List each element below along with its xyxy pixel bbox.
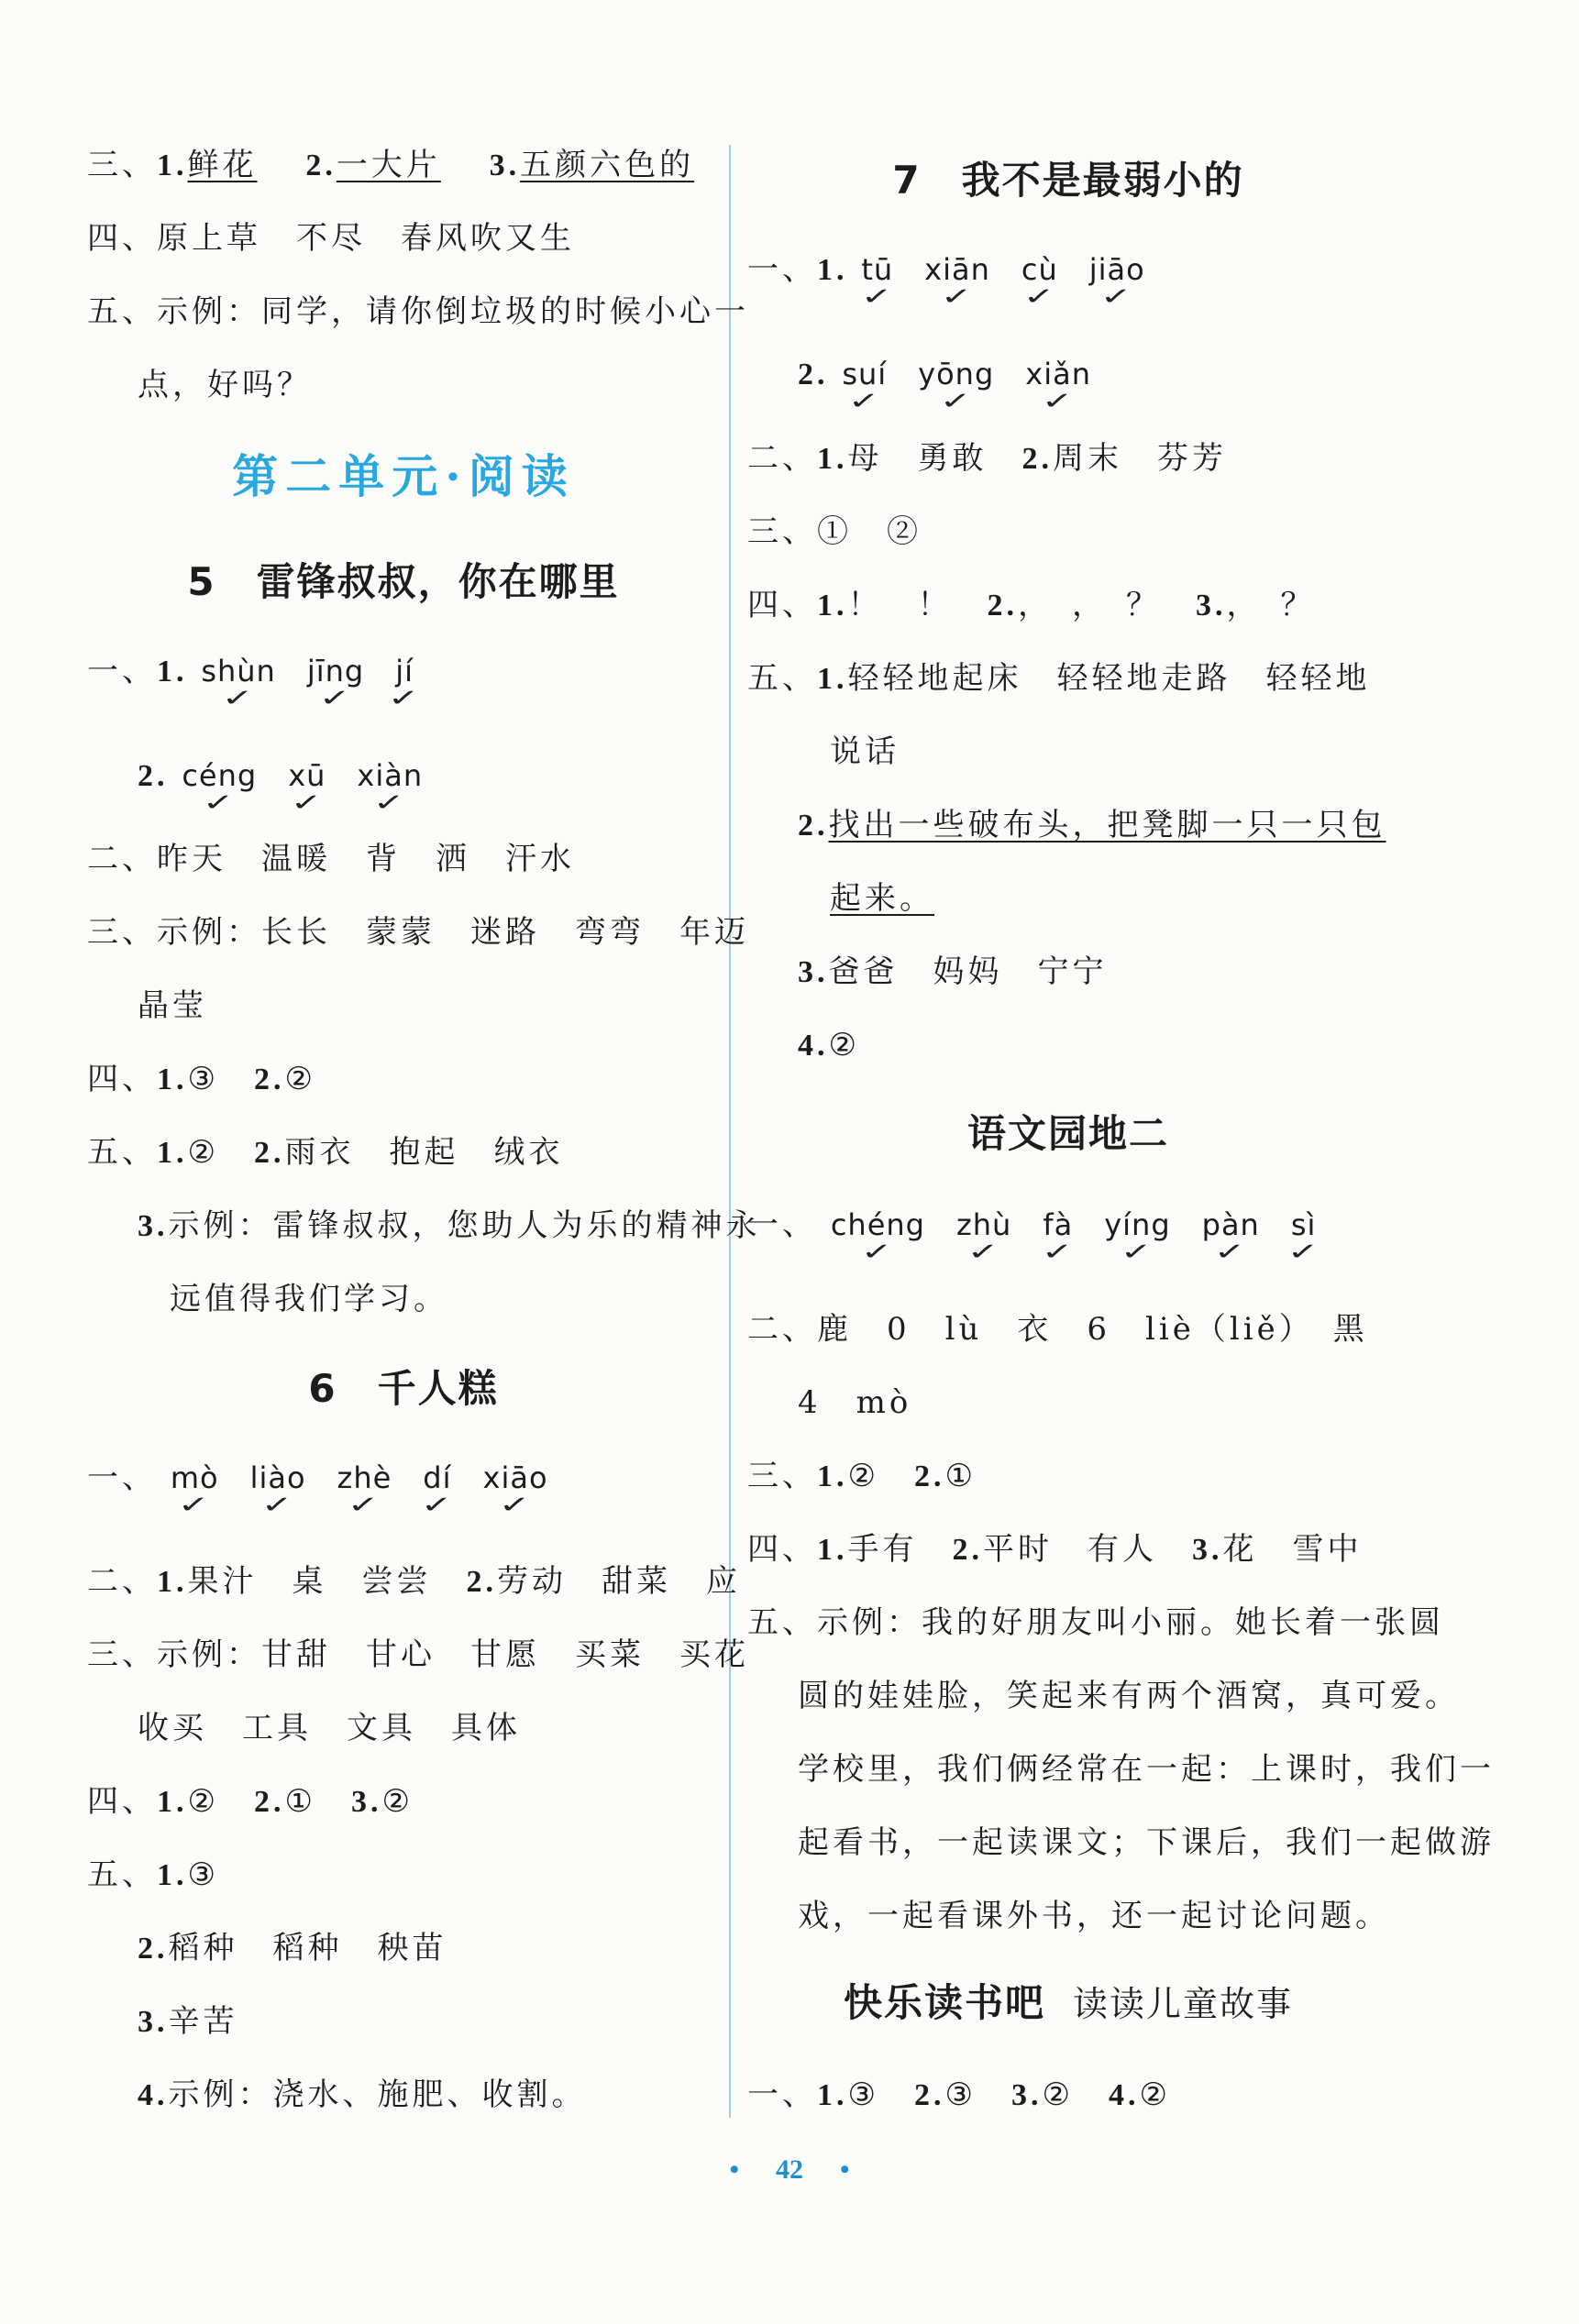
answer-line: 圆的娃娃脸，笑起来有两个酒窝，真可爱。	[798, 1678, 1460, 1714]
answer-line: 四、1.手有 2.平时 有人 3.花 雪中	[747, 1531, 1363, 1568]
unit-title: 第二单元·阅读	[232, 449, 575, 503]
page-footer	[0, 2154, 1579, 2186]
section-title: 快乐读书吧 读读儿童故事	[843, 1980, 1294, 2025]
answer-line: 五、示例：同学，请你倒垃圾的时候小心一	[87, 293, 749, 330]
answer-line: 四、1.！ ！ 2.， ， ？ 3.， ？	[747, 587, 1316, 623]
answer-line: 2.稻种 稻种 秧苗	[138, 1930, 447, 1966]
answer-line: 四、1.② 2.① 3.②	[87, 1783, 414, 1820]
section-subtitle: 读读儿童故事	[1073, 1984, 1294, 2024]
answer-line: 三、1.② 2.①	[747, 1458, 977, 1494]
column-divider	[729, 145, 731, 2118]
answer-line: 五、1.③	[87, 1856, 219, 1893]
answer-line: 远值得我们学习。	[170, 1281, 448, 1317]
answer-line: 二、鹿 0 lù 衣 6 liè（liě） 黑	[747, 1311, 1368, 1348]
answer-line: 三、示例：甘甜 甘心 甘愿 买菜 买花	[87, 1636, 749, 1673]
answer-line: 说话	[830, 733, 900, 770]
lesson-title: 6 千人糕	[308, 1366, 499, 1411]
answer-line: 3.示例：雷锋叔叔，您助人为乐的精神永	[138, 1207, 761, 1244]
pinyin-line: 一、1. shùn ✓ jīng ✓ jí ✓	[87, 653, 445, 690]
answer-line: 二、1.母 勇敢 2.周末 芬芳	[747, 440, 1227, 477]
answer-line: 3.爸爸 妈妈 宁宁	[798, 953, 1108, 990]
answer-line: 三、① ②	[747, 513, 922, 550]
answer-line: 4.示例：浇水、施肥、收割。	[138, 2076, 587, 2113]
answer-line: 五、示例：我的好朋友叫小丽。她长着一张圆	[747, 1604, 1444, 1641]
answer-line: 起看书，一起读课文；下课后，我们一起做游	[798, 1824, 1495, 1861]
answer-line: 五、1.② 2.雨衣 抱起 绒衣	[87, 1134, 564, 1171]
pinyin-line: 一、 mò ✓ liào ✓ zhè ✓ dí ✓ xiāo ✓	[87, 1459, 580, 1496]
answer-line: 三、1.鲜花 2.一大片 3.五颜六色的	[87, 147, 695, 183]
answer-line: 4 mò	[798, 1384, 912, 1421]
answer-line: 收买 工具 文具 具体	[138, 1710, 521, 1746]
answer-line: 点，好吗？	[138, 367, 312, 403]
answer-line: 二、昨天 温暖 背 洒 汗水	[87, 841, 575, 877]
pinyin-line: 2. céng ✓ xū ✓ xiàn ✓	[138, 757, 454, 795]
footer-dot: •	[729, 2154, 739, 2185]
pinyin-line: 2. suí ✓ yōng ✓ xiǎn ✓	[798, 356, 1122, 393]
answer-line: 4.②	[798, 1027, 860, 1063]
page-number: 42	[776, 2154, 803, 2185]
answer-line: 四、原上草 不尽 春风吹又生	[87, 220, 575, 257]
answer-line: 四、1.③ 2.②	[87, 1061, 316, 1097]
lesson-title: 5 雷锋叔叔，你在哪里	[187, 559, 620, 604]
lesson-title: 7 我不是最弱小的	[892, 158, 1244, 203]
pinyin-line: 一、 chéng ✓ zhù ✓ fà ✓ yíng ✓ pàn ✓ sì ✓	[747, 1206, 1347, 1243]
answer-line: 一、1.③ 2.③ 3.② 4.②	[747, 2076, 1171, 2113]
answer-line: 2.找出一些破布头，把凳脚一只一只包	[798, 807, 1386, 843]
answer-line: 二、1.果汁 桌 尝尝 2.劳动 甜菜 应	[87, 1563, 741, 1600]
pinyin-line: 一、1. tū ✓ xiān ✓ cù ✓ jiāo ✓	[747, 251, 1176, 289]
answer-line: 晶莹	[138, 987, 207, 1024]
answer-line: 三、示例：长长 蒙蒙 迷路 弯弯 年迈	[87, 914, 749, 951]
answer-line: 3.辛苦	[138, 2003, 238, 2040]
answer-line: 起来。	[830, 880, 934, 917]
section-title: 语文园地二	[966, 1111, 1169, 1156]
answer-line: 学校里，我们俩经常在一起：上课时，我们一	[798, 1751, 1495, 1788]
answer-line: 戏，一起看课外书，还一起讨论问题。	[798, 1898, 1390, 1934]
answer-line: 五、1.轻轻地起床 轻轻地走路 轻轻地	[747, 660, 1371, 697]
footer-dot: •	[840, 2154, 850, 2185]
